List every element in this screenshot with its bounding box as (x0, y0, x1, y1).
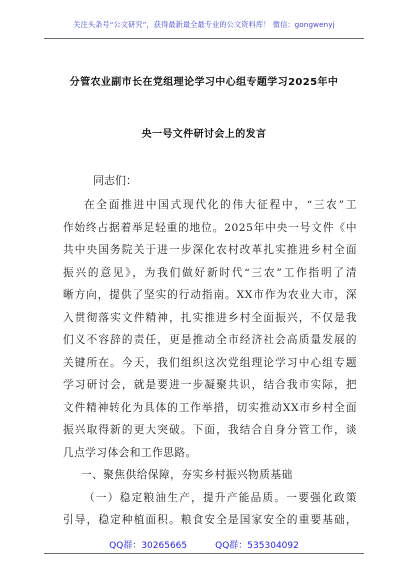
body-line: 晰方向，提供了坚实的行动指南。XX市作为农业大市，深 (63, 289, 357, 301)
body-line: 振兴的意见》，为我们做好新时代“三农”工作指明了清 (63, 266, 357, 279)
body-line: 引导，稳定种植面积。粮食安全是国家安全的重要基础， (63, 514, 357, 526)
subsection-line: （一）稳定粮油生产，提升产能品质。一要强化政策 (84, 491, 357, 504)
footer-qq-groups (0, 538, 408, 551)
footer-qq-group-1: QQ群：30265665 (109, 541, 188, 551)
header-divider (44, 38, 364, 39)
body-line: 学习研讨会，就是要进一步凝聚共识，结合我市实际，把 (63, 379, 357, 391)
body-line: 关键所在。今天，我们组织这次党组理论学习中心组专题 (63, 356, 357, 369)
document-title-line-1: 分管农业副市长在党组理论学习中心组专题学习2025年中 (69, 77, 339, 88)
body-line: 们义不容辞的责任，更是推动全市经济社会高质量发展的 (63, 334, 357, 346)
body-line: 作始终占据着举足轻重的地位。2025年中央一号文件《中 (63, 221, 357, 234)
header-banner: 关注头条号“公文研究”，获得最新最全最专业的公文资料库！ 微信：gongwenyj (73, 20, 335, 29)
body-line: 几点学习体会和工作思路。 (63, 446, 197, 459)
document-body (63, 194, 357, 532)
footer-qq-group-2: QQ群：535304092 (215, 541, 299, 551)
body-line: 在全面推进中国式现代化的伟大征程中，“三农”工 (84, 199, 357, 211)
salutation: 同志们： (93, 174, 137, 187)
footer-divider (44, 553, 364, 554)
body-line: 入贯彻落实文件精神，扎实推进乡村全面振兴，不仅是我 (63, 311, 357, 324)
body-line: 振兴取得新的更大突破。下面，我结合自身分管工作，谈 (63, 424, 357, 436)
section-heading: 一、聚焦供给保障，夯实乡村振兴物质基础 (81, 469, 293, 481)
document-title-line-2: 央一号文件研讨会上的发言 (141, 129, 267, 140)
body-line: 文件精神转化为具体的工作举措，切实推动XX市乡村全面 (63, 401, 357, 414)
body-line: 共中央国务院关于进一步深化农村改革扎实推进乡村全面 (63, 244, 357, 256)
